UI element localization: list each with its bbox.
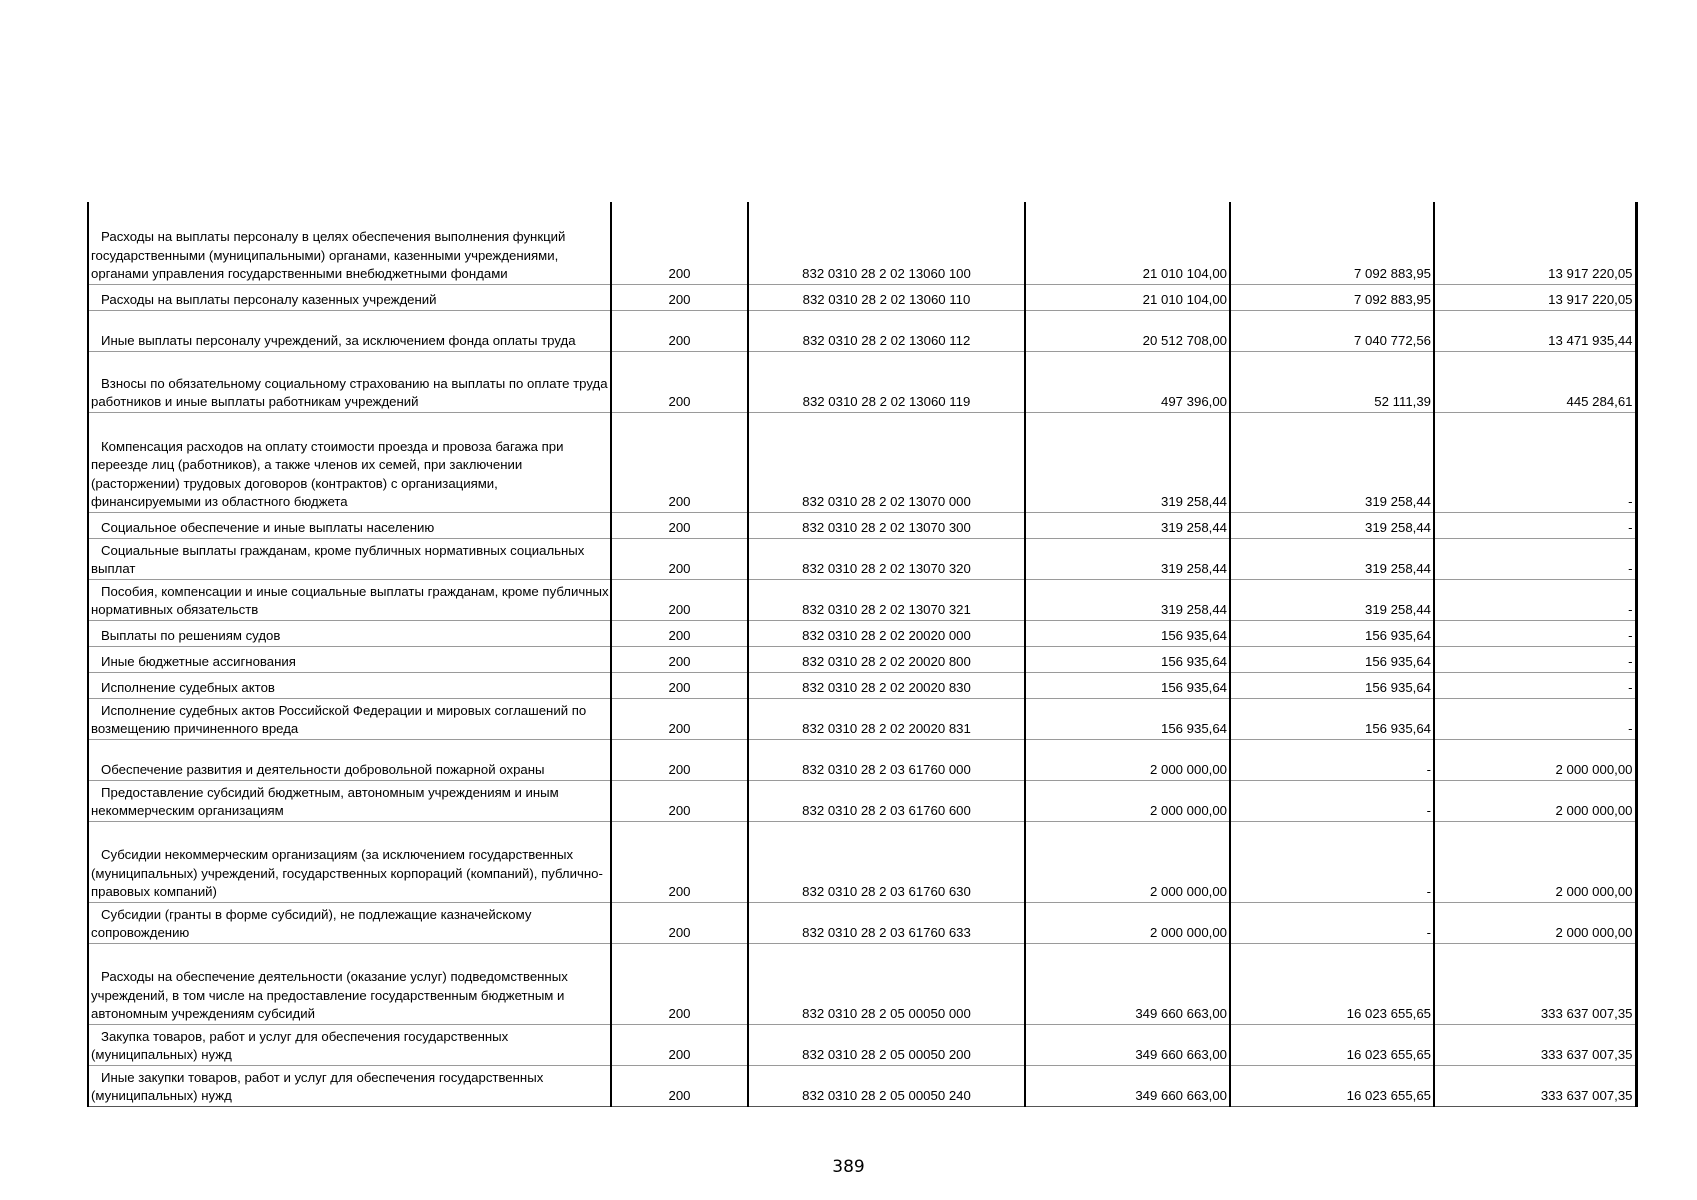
row-line-code: 200 <box>611 512 748 538</box>
row-unexecuted-amount: 13 471 935,44 <box>1434 310 1636 351</box>
row-name: Социальное обеспечение и иные выплаты населению <box>88 512 611 538</box>
row-executed-amount: 319 258,44 <box>1230 512 1434 538</box>
row-approved-amount: 2 000 000,00 <box>1025 821 1230 902</box>
row-unexecuted-amount: 13 917 220,05 <box>1434 202 1636 284</box>
row-approved-amount: 349 660 663,00 <box>1025 943 1230 1024</box>
row-budget-code: 832 0310 28 2 05 00050 240 <box>748 1065 1025 1106</box>
row-name: Расходы на выплаты персоналу в целях обеспечения выполнения функций государственными (муниципальными) органами, казенными учреждениями, органами управления государственными внебюджетными фондами <box>88 202 611 284</box>
row-budget-code: 832 0310 28 2 03 61760 000 <box>748 739 1025 780</box>
row-budget-code: 832 0310 28 2 05 00050 000 <box>748 943 1025 1024</box>
row-approved-amount: 21 010 104,00 <box>1025 284 1230 310</box>
row-unexecuted-amount: 13 917 220,05 <box>1434 284 1636 310</box>
row-approved-amount: 319 258,44 <box>1025 412 1230 512</box>
row-budget-code: 832 0310 28 2 02 13070 321 <box>748 579 1025 620</box>
row-name: Компенсация расходов на оплату стоимости проезда и провоза багажа при переезде лиц (работников), а также членов их семей, при заключении (расторжении) трудовых договоров (контрактов) с организациями, финансируемыми из областного бюджета <box>88 412 611 512</box>
row-executed-amount: 319 258,44 <box>1230 579 1434 620</box>
row-approved-amount: 2 000 000,00 <box>1025 739 1230 780</box>
row-budget-code: 832 0310 28 2 02 13070 320 <box>748 538 1025 579</box>
row-executed-amount: 156 935,64 <box>1230 672 1434 698</box>
table-body <box>88 202 1636 1106</box>
table-row <box>88 646 1636 672</box>
row-name: Субсидии (гранты в форме субсидий), не подлежащие казначейскому сопровождению <box>88 902 611 943</box>
table-row <box>88 351 1636 412</box>
row-unexecuted-amount: 445 284,61 <box>1434 351 1636 412</box>
row-unexecuted-amount: 333 637 007,35 <box>1434 943 1636 1024</box>
row-unexecuted-amount: 333 637 007,35 <box>1434 1065 1636 1106</box>
table-row <box>88 739 1636 780</box>
row-unexecuted-amount: - <box>1434 538 1636 579</box>
row-line-code: 200 <box>611 902 748 943</box>
row-executed-amount: 16 023 655,65 <box>1230 1065 1434 1106</box>
table-row <box>88 512 1636 538</box>
row-unexecuted-amount: 2 000 000,00 <box>1434 821 1636 902</box>
table-row <box>88 672 1636 698</box>
row-approved-amount: 21 010 104,00 <box>1025 202 1230 284</box>
table-row <box>88 1024 1636 1065</box>
row-name: Пособия, компенсации и иные социальные выплаты гражданам, кроме публичных нормативных обязательств <box>88 579 611 620</box>
row-line-code: 200 <box>611 821 748 902</box>
row-approved-amount: 156 935,64 <box>1025 672 1230 698</box>
row-unexecuted-amount: - <box>1434 646 1636 672</box>
table-row <box>88 620 1636 646</box>
row-name: Субсидии некоммерческим организациям (за исключением государственных (муниципальных) учреждений, государственных корпораций (компаний), публично-правовых компаний) <box>88 821 611 902</box>
row-executed-amount: 16 023 655,65 <box>1230 1024 1434 1065</box>
row-line-code: 200 <box>611 943 748 1024</box>
row-executed-amount: 7 092 883,95 <box>1230 202 1434 284</box>
row-line-code: 200 <box>611 739 748 780</box>
row-budget-code: 832 0310 28 2 02 20020 830 <box>748 672 1025 698</box>
row-line-code: 200 <box>611 310 748 351</box>
row-name: Взносы по обязательному социальному страхованию на выплаты по оплате труда работников и иные выплаты работникам учреждений <box>88 351 611 412</box>
row-executed-amount: 319 258,44 <box>1230 538 1434 579</box>
row-name: Иные бюджетные ассигнования <box>88 646 611 672</box>
row-budget-code: 832 0310 28 2 02 20020 000 <box>748 620 1025 646</box>
row-unexecuted-amount: - <box>1434 579 1636 620</box>
row-unexecuted-amount: - <box>1434 672 1636 698</box>
row-line-code: 200 <box>611 579 748 620</box>
row-unexecuted-amount: - <box>1434 412 1636 512</box>
row-budget-code: 832 0310 28 2 02 20020 831 <box>748 698 1025 739</box>
table-row <box>88 902 1636 943</box>
row-approved-amount: 349 660 663,00 <box>1025 1065 1230 1106</box>
row-executed-amount: 52 111,39 <box>1230 351 1434 412</box>
row-line-code: 200 <box>611 412 748 512</box>
table-row <box>88 412 1636 512</box>
row-executed-amount: - <box>1230 739 1434 780</box>
row-line-code: 200 <box>611 351 748 412</box>
row-budget-code: 832 0310 28 2 02 20020 800 <box>748 646 1025 672</box>
row-line-code: 200 <box>611 780 748 821</box>
row-line-code: 200 <box>611 620 748 646</box>
row-approved-amount: 319 258,44 <box>1025 538 1230 579</box>
row-line-code: 200 <box>611 1065 748 1106</box>
row-budget-code: 832 0310 28 2 02 13070 000 <box>748 412 1025 512</box>
row-approved-amount: 349 660 663,00 <box>1025 1024 1230 1065</box>
row-executed-amount: - <box>1230 821 1434 902</box>
row-line-code: 200 <box>611 646 748 672</box>
row-budget-code: 832 0310 28 2 03 61760 600 <box>748 780 1025 821</box>
row-executed-amount: - <box>1230 780 1434 821</box>
table-row <box>88 943 1636 1024</box>
row-line-code: 200 <box>611 202 748 284</box>
table-row <box>88 284 1636 310</box>
page-number: 389 <box>832 1157 865 1177</box>
row-budget-code: 832 0310 28 2 02 13060 112 <box>748 310 1025 351</box>
table-row <box>88 1065 1636 1106</box>
table-row <box>88 579 1636 620</box>
budget-execution-table <box>87 202 1638 1107</box>
row-executed-amount: 156 935,64 <box>1230 698 1434 739</box>
row-name: Социальные выплаты гражданам, кроме публичных нормативных социальных выплат <box>88 538 611 579</box>
row-budget-code: 832 0310 28 2 02 13070 300 <box>748 512 1025 538</box>
row-executed-amount: 7 092 883,95 <box>1230 284 1434 310</box>
row-name: Исполнение судебных актов <box>88 672 611 698</box>
row-executed-amount: 16 023 655,65 <box>1230 943 1434 1024</box>
row-name: Обеспечение развития и деятельности добровольной пожарной охраны <box>88 739 611 780</box>
row-name: Иные закупки товаров, работ и услуг для обеспечения государственных (муниципальных) нужд <box>88 1065 611 1106</box>
row-name: Выплаты по решениям судов <box>88 620 611 646</box>
table-row <box>88 821 1636 902</box>
row-name: Расходы на обеспечение деятельности (оказание услуг) подведомственных учреждений, в том числе на предоставление государственным бюджетным и автономным учреждениям субсидий <box>88 943 611 1024</box>
table-row <box>88 202 1636 284</box>
row-budget-code: 832 0310 28 2 02 13060 119 <box>748 351 1025 412</box>
row-approved-amount: 156 935,64 <box>1025 646 1230 672</box>
row-budget-code: 832 0310 28 2 05 00050 200 <box>748 1024 1025 1065</box>
row-unexecuted-amount: - <box>1434 620 1636 646</box>
row-approved-amount: 2 000 000,00 <box>1025 902 1230 943</box>
row-line-code: 200 <box>611 538 748 579</box>
row-budget-code: 832 0310 28 2 02 13060 100 <box>748 202 1025 284</box>
row-unexecuted-amount: 333 637 007,35 <box>1434 1024 1636 1065</box>
table-row <box>88 538 1636 579</box>
row-name: Исполнение судебных актов Российской Федерации и мировых соглашений по возмещению причиненного вреда <box>88 698 611 739</box>
row-executed-amount: - <box>1230 902 1434 943</box>
row-unexecuted-amount: - <box>1434 698 1636 739</box>
table-row <box>88 780 1636 821</box>
row-approved-amount: 319 258,44 <box>1025 512 1230 538</box>
row-line-code: 200 <box>611 1024 748 1065</box>
row-executed-amount: 156 935,64 <box>1230 620 1434 646</box>
row-unexecuted-amount: 2 000 000,00 <box>1434 780 1636 821</box>
row-budget-code: 832 0310 28 2 03 61760 633 <box>748 902 1025 943</box>
row-approved-amount: 497 396,00 <box>1025 351 1230 412</box>
row-line-code: 200 <box>611 284 748 310</box>
row-unexecuted-amount: 2 000 000,00 <box>1434 739 1636 780</box>
row-unexecuted-amount: 2 000 000,00 <box>1434 902 1636 943</box>
row-line-code: 200 <box>611 672 748 698</box>
row-executed-amount: 156 935,64 <box>1230 646 1434 672</box>
row-budget-code: 832 0310 28 2 02 13060 110 <box>748 284 1025 310</box>
row-approved-amount: 2 000 000,00 <box>1025 780 1230 821</box>
row-executed-amount: 319 258,44 <box>1230 412 1434 512</box>
row-budget-code: 832 0310 28 2 03 61760 630 <box>748 821 1025 902</box>
row-name: Предоставление субсидий бюджетным, автономным учреждениям и иным некоммерческим организациям <box>88 780 611 821</box>
table-row <box>88 310 1636 351</box>
row-approved-amount: 156 935,64 <box>1025 620 1230 646</box>
row-name: Расходы на выплаты персоналу казенных учреждений <box>88 284 611 310</box>
table-row <box>88 698 1636 739</box>
row-unexecuted-amount: - <box>1434 512 1636 538</box>
row-executed-amount: 7 040 772,56 <box>1230 310 1434 351</box>
row-approved-amount: 319 258,44 <box>1025 579 1230 620</box>
row-name: Закупка товаров, работ и услуг для обеспечения государственных (муниципальных) нужд <box>88 1024 611 1065</box>
row-name: Иные выплаты персоналу учреждений, за исключением фонда оплаты труда <box>88 310 611 351</box>
row-approved-amount: 20 512 708,00 <box>1025 310 1230 351</box>
row-line-code: 200 <box>611 698 748 739</box>
row-approved-amount: 156 935,64 <box>1025 698 1230 739</box>
